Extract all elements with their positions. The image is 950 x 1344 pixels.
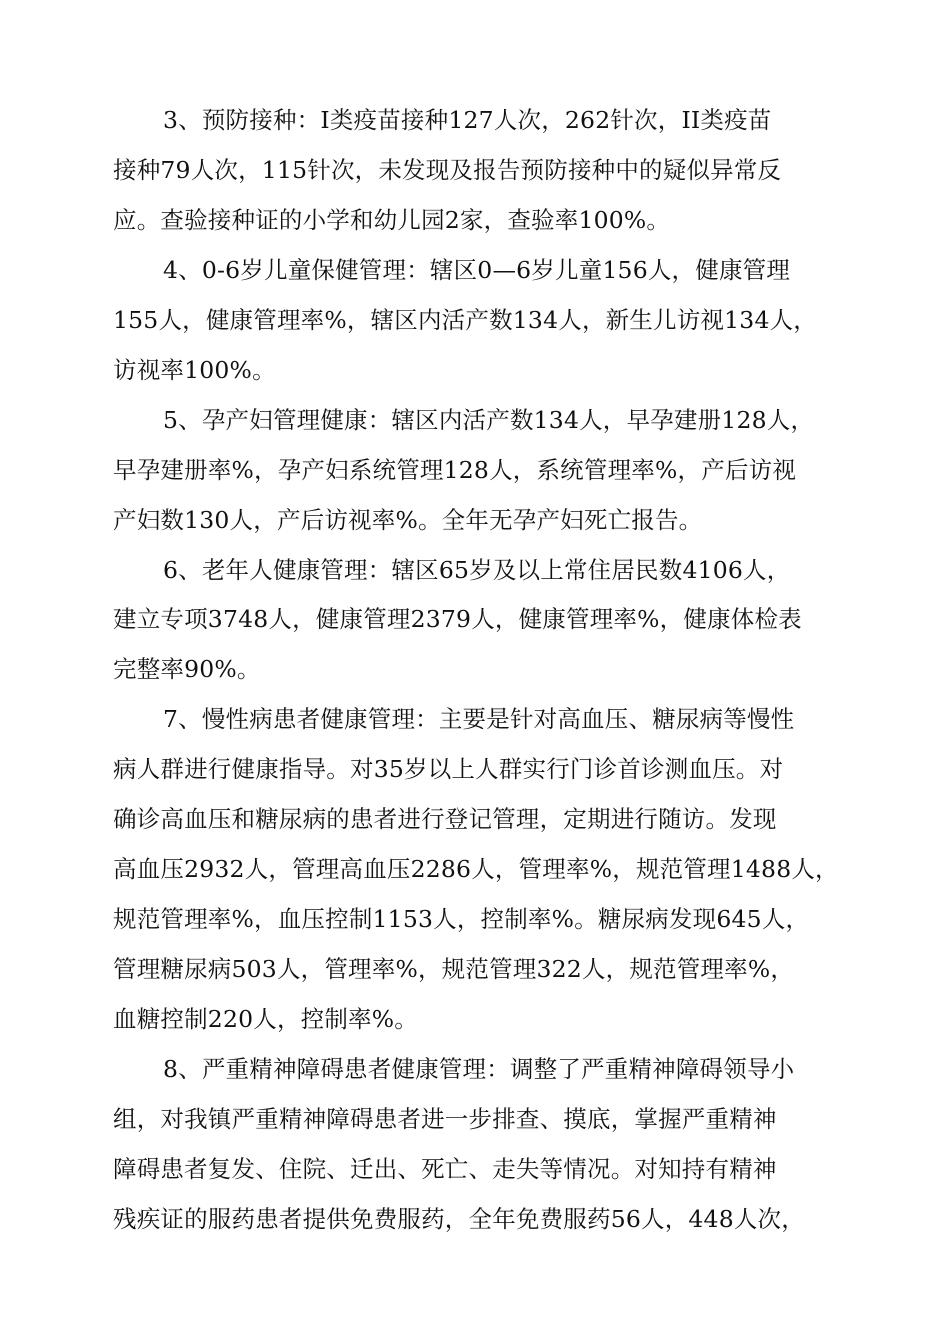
- para-3-line-3: 应。查验接种证的小学和幼儿园2家，查验率100%。: [113, 206, 671, 234]
- para-7-line-6: 管理糖尿病503人，管理率%，规范管理322人，规范管理率%，: [113, 955, 795, 983]
- para-7-line-5: 规范管理率%，血压控制1153人，控制率%。糖尿病发现645人，: [113, 905, 810, 933]
- para-7-line-4: 高血压2932人，管理高血压2286人，管理率%，规范管理1488人，: [113, 855, 839, 883]
- para-3-line-1: 3、预防接种：I类疫苗接种127人次，262针次，II类疫苗: [163, 106, 772, 134]
- para-8-line-2: 组，对我镇严重精神障碍患者进一步排查、摸底，掌握严重精神: [113, 1105, 777, 1133]
- para-5-line-3: 产妇数130人，产后访视率%。全年无孕产妇死亡报告。: [113, 506, 703, 534]
- para-8-line-1: 8、严重精神障碍患者健康管理：调整了严重精神障碍领导小: [163, 1055, 795, 1083]
- para-7-line-1: 7、慢性病患者健康管理：主要是针对高血压、糖尿病等慢性: [163, 705, 795, 733]
- para-4-line-1: 4、0-6岁儿童保健管理：辖区0—6岁儿童156人，健康管理: [163, 256, 791, 284]
- para-4-line-3: 访视率100%。: [113, 356, 276, 384]
- para-4-line-2: 155人，健康管理率%，辖区内活产数134人，新生儿访视134人，: [113, 306, 817, 334]
- para-3-line-2: 接种79人次，115针次，未发现及报告预防接种中的疑似异常反: [113, 156, 782, 184]
- para-6-line-3: 完整率90%。: [113, 655, 261, 683]
- para-8-line-4: 残疾证的服药患者提供免费服药，全年免费服药56人，448人次，: [113, 1205, 805, 1233]
- para-5-line-2: 早孕建册率%，孕产妇系统管理128人，系统管理率%，产后访视: [113, 456, 797, 484]
- para-8-line-3: 障碍患者复发、住院、迁出、死亡、走失等情况。对知持有精神: [113, 1155, 777, 1183]
- para-5-line-1: 5、孕产妇管理健康：辖区内活产数134人，早孕建册128人，: [163, 406, 815, 434]
- para-6-line-2: 建立专项3748人，健康管理2379人，健康管理率%，健康体检表: [113, 605, 802, 633]
- para-7-line-7: 血糖控制220人，控制率%。: [113, 1005, 418, 1033]
- para-6-line-1: 6、老年人健康管理：辖区65岁及以上常住居民数4106人，: [163, 556, 791, 584]
- para-7-line-3: 确诊高血压和糖尿病的患者进行登记管理，定期进行随访。发现: [113, 805, 777, 833]
- para-7-line-2: 病人群进行健康指导。对35岁以上人群实行门诊首诊测血压。对: [113, 755, 784, 783]
